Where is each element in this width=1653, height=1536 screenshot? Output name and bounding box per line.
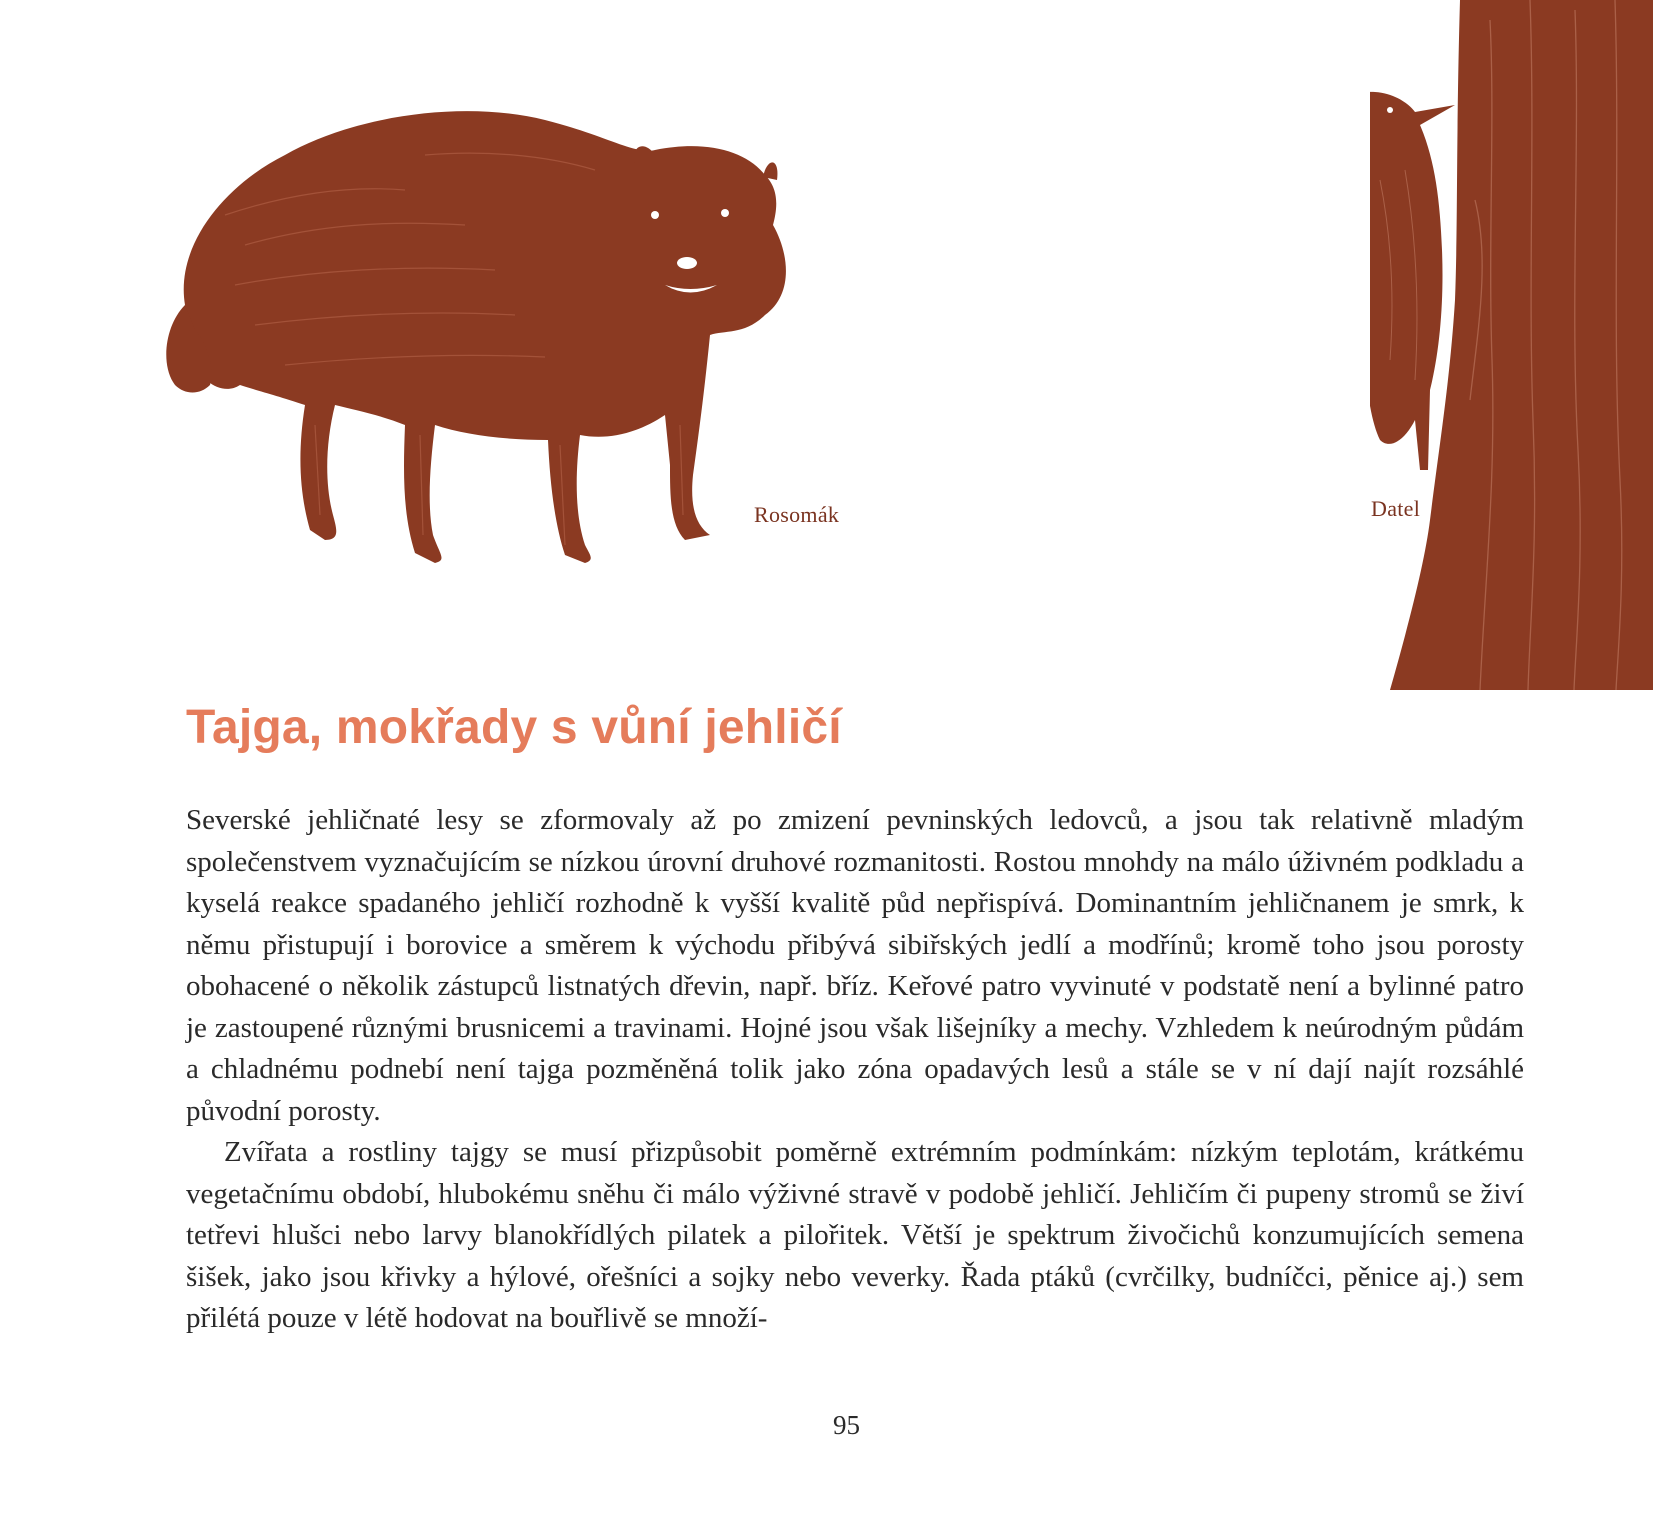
wolverine-illustration (165, 95, 825, 615)
paragraph: Zvířata a rostliny tajgy se musí přizpůsobit poměrně extrémním podmínkám: nízkým teplotám, krátkému vegetačnímu období, hlubokému sněhu či málo výživné stravě v podobě jehličí. Jehličím či pupeny stromů se živí tetřevi hlušci nebo larvy blanokřídlých pilatek a pilořitek. Větší je spektrum živočichů konzumujících semena šišek, jako jsou křivky a hýlové, ořešníci a sojky nebo veverky. Řada ptáků (cvrčilky, budníčci, pěnice aj.) sem přilétá pouze v létě hodovat na bouřlivě se množí- (186, 1136, 1524, 1334)
wolverine-caption: Rosomák (754, 502, 840, 527)
woodpecker-illustration (1370, 0, 1653, 690)
page-title: Tajga, mokřady s vůní jehličí (186, 701, 842, 754)
article-body (186, 800, 1524, 1340)
page-number: 95 (833, 1410, 860, 1440)
woodpecker-caption: Datel (1371, 496, 1421, 521)
paragraph: Severské jehličnaté lesy se zformovaly až po zmizení pevninských ledovců, a jsou tak relativně mladým společenstvem vyznačujícím se nízkou úrovní druhové rozmanitosti. Rostou mnohdy na málo úživném podkladu a kyselá reakce spadaného jehličí rozhodně k vyšší kvalitě půd nepřispívá. Dominantním jehličnanem je smrk, k němu přistupují i borovice a směrem k východu přibývá sibiřských jedlí a modřínů; kromě toho jsou porosty obohacené o několik zástupců listnatých dřevin, např. bříz. Keřové patro vyvinuté v podstatě není a bylinné patro je zastoupené různými brusnicemi a travinami. Hojné jsou však lišejníky a mechy. Vzhledem k neúrodným půdám a chladnému podnebí není tajga pozměněná tolik jako zóna opadavých lesů a stále se v ní dají najít rozsáhlé původní porosty. (186, 804, 1524, 1127)
